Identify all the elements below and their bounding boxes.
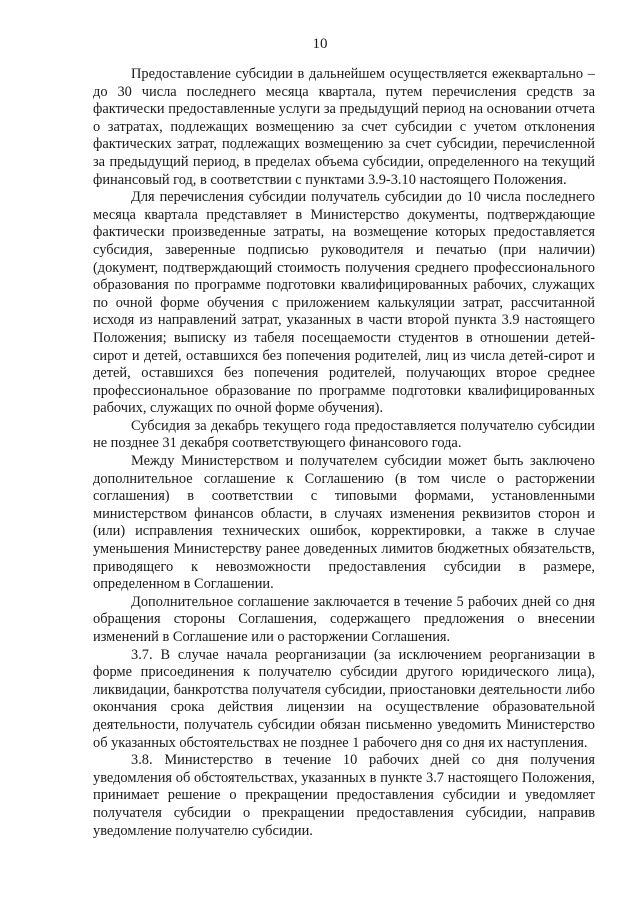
paragraph-section-3-8: 3.8. Министерство в течение 10 рабочих дней со дня получения уведомления об обстоятельствах, указанных в пункте 3.7 настоящего Положения, принимает решение о прекращении предоставления субсидии и уведомляет получателя субсидии о прекращении предоставления субсидии, направив уведомление получателю субсидии. xyxy=(93,752,595,839)
paragraph-quarterly-payment: Предоставление субсидии в дальнейшем осуществляется ежеквартально – до 30 числа последнего месяца квартала, путем перечисления средств за фактически предоставленные услуги за предыдущий период на основании отчета о затратах, подлежащих возмещению за счет субсидии с учетом отклонения фактических затрат, подлежащих возмещению за счет субсидии, перечисленной за предыдущий период, в пределах объема субсидии, определенного на текущий финансовый год, в соответствии с пунктами 3.9-3.10 настоящего Положения. xyxy=(93,66,595,188)
paragraph-section-3-7: 3.7. В случае начала реорганизации (за исключением реорганизации в форме присоединения к получателю субсидии другого юридического лица), ликвидации, банкротства получателя субсидии, приостановки деятельности либо окончания срока действия лицензии на осуществление образовательной деятельности, получатель субсидии обязан письменно уведомить Министерство об указанных обстоятельствах не позднее 1 рабочего дня со дня их наступления. xyxy=(93,646,595,751)
paragraph-additional-agreement: Между Министерством и получателем субсидии может быть заключено дополнительное соглашение к Соглашению (в том числе о расторжении соглашения) в соответствии с типовыми формами, установленными министерством финансов области, в случаях изменения реквизитов сторон и (или) исправления технических ошибок, корректировки, а также в случае уменьшения Министерству ранее доведенных лимитов бюджетных обязательств, приводящего к невозможности предоставления субсидии в размере, определенном в Соглашении. xyxy=(93,453,595,593)
paragraph-december-subsidy: Субсидия за декабрь текущего года предоставляется получателю субсидии не позднее 31 декабря соответствующего финансового года. xyxy=(93,417,595,452)
paragraph-documents-submission: Для перечисления субсидии получатель субсидии до 10 числа последнего месяца квартала представляет в Министерство документы, подтверждающие фактически произведенные затраты, на возмещение которых предоставляется субсидия, заверенные подписью руководителя и печатью (при наличии) (документ, подтверждающий стоимость получения среднего профессионального образования по программе подготовки квалифицированных рабочих, служащих по очной форме обучения с приложением калькуляции затрат, рассчитанной исходя из направлений затрат, указанных в части второй пункта 3.9 настоящего Положения; выписку из табеля посещаемости студентов в отношении детей-сирот и детей, оставшихся без попечения родителей, лиц из числа детей-сирот и детей, оставшихся без попечения родителей, получающих второе среднее профессиональное образование по программе подготовки квалифицированных рабочих, служащих по очной форме обучения). xyxy=(93,189,595,417)
page-number: 10 xyxy=(312,36,328,52)
document-body xyxy=(93,66,595,840)
paragraph-agreement-term: Дополнительное соглашение заключается в течение 5 рабочих дней со дня обращения стороны Соглашения, содержащего предложения о внесении изменений в Соглашение или о расторжении Соглашения. xyxy=(93,593,595,645)
